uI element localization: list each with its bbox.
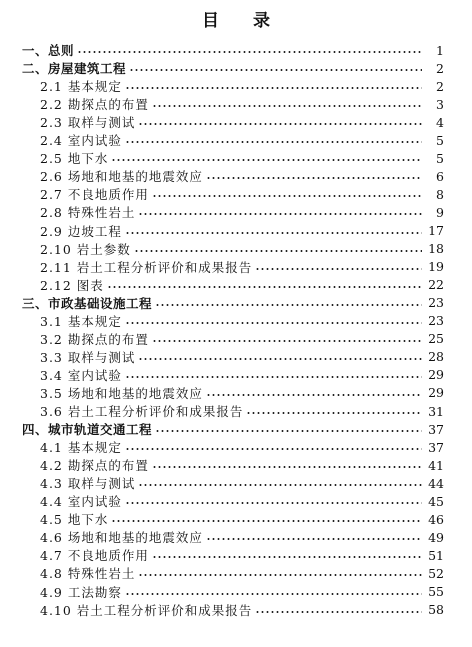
toc-entry-title: 4.7 不良地质作用 [40, 548, 149, 564]
dot-leader [125, 318, 422, 328]
dot-leader [155, 426, 422, 436]
toc-entry-title: 4.5 地下水 [40, 512, 109, 528]
dot-leader [134, 246, 422, 256]
toc-page-number: 22 [428, 277, 444, 293]
toc-entry-title: 2.9 边坡工程 [40, 223, 122, 239]
dot-leader [107, 282, 422, 292]
toc-section-row[interactable] [40, 492, 444, 510]
dot-leader [152, 191, 422, 201]
toc-page-number: 45 [428, 493, 444, 509]
toc-page-number: 31 [428, 403, 444, 419]
dot-leader [255, 607, 422, 617]
dot-leader [152, 336, 422, 346]
toc-section-row[interactable] [40, 149, 444, 167]
dot-leader [138, 570, 422, 580]
toc-section-row[interactable] [40, 564, 444, 582]
toc-section-row[interactable] [40, 312, 444, 330]
toc-section-row[interactable] [40, 258, 444, 276]
toc-section-row[interactable] [40, 438, 444, 456]
toc-page-number: 37 [428, 421, 444, 437]
toc-section-row[interactable] [40, 510, 444, 528]
toc-section-row[interactable] [40, 528, 444, 546]
toc-page-number: 8 [436, 186, 444, 202]
toc-chapter-row[interactable] [22, 294, 444, 312]
toc-entry-title: 2.3 取样与测试 [40, 115, 136, 131]
toc-page-number: 44 [428, 475, 444, 491]
toc-page-number: 29 [428, 385, 444, 401]
toc-page-number: 51 [428, 547, 444, 563]
dot-leader [125, 498, 422, 508]
toc-page-number: 28 [428, 349, 444, 365]
dot-leader [125, 372, 422, 382]
toc-page-number: 23 [428, 295, 444, 311]
toc-section-row[interactable] [40, 384, 444, 402]
toc-chapter-row[interactable] [22, 59, 444, 77]
toc-section-row[interactable] [40, 222, 444, 240]
toc-section-row[interactable] [40, 203, 444, 221]
dot-leader [111, 516, 422, 526]
toc-entry-title: 4.6 场地和地基的地震效应 [40, 530, 203, 546]
toc-entry-title: 一、总则 [22, 43, 75, 58]
dot-leader [138, 209, 422, 219]
toc-page-number: 52 [428, 565, 444, 581]
toc-entry-title: 2.12 图表 [40, 277, 104, 293]
toc-section-row[interactable] [40, 131, 444, 149]
toc-section-row[interactable] [40, 77, 444, 95]
dot-leader [152, 552, 422, 562]
dot-leader [125, 137, 422, 147]
toc-section-row[interactable] [40, 402, 444, 420]
toc-page-number: 19 [428, 259, 444, 275]
toc-page-number: 41 [428, 457, 444, 473]
toc-entry-title: 四、城市轨道交通工程 [22, 422, 153, 438]
page-title: 目 录 [202, 11, 284, 31]
toc-page-number: 1 [436, 42, 444, 58]
dot-leader [206, 534, 422, 544]
dot-leader [77, 47, 422, 57]
toc-section-row[interactable] [40, 366, 444, 384]
toc-entry-title: 3.5 场地和地基的地震效应 [40, 385, 203, 401]
dot-leader [155, 300, 422, 310]
toc-page-number: 6 [436, 168, 444, 184]
toc-page-number: 23 [428, 313, 444, 329]
toc-page-number: 2 [436, 78, 444, 94]
toc-entry-title: 4.4 室内试验 [40, 494, 122, 510]
toc-page-number: 46 [428, 511, 444, 527]
toc-entry-title: 2.2 勘探点的布置 [40, 97, 149, 113]
toc-entry-title: 2.11 岩土工程分析评价和成果报告 [40, 259, 253, 275]
toc-page-number: 29 [428, 367, 444, 383]
toc-entry-title: 3.4 室内试验 [40, 367, 122, 383]
toc-entry-title: 三、市政基础设施工程 [22, 295, 153, 311]
toc-entry-title: 4.9 工法勘察 [40, 584, 122, 600]
toc-entry-title: 4.8 特殊性岩土 [40, 566, 136, 582]
dot-leader [129, 65, 422, 75]
toc-page-number: 4 [436, 114, 444, 130]
toc-section-row[interactable] [40, 240, 444, 258]
toc-entry-title: 4.3 取样与测试 [40, 476, 136, 492]
toc-entry-title: 2.7 不良地质作用 [40, 187, 149, 203]
toc-entry-title: 4.1 基本规定 [40, 440, 122, 456]
dot-leader [152, 462, 422, 472]
toc-section-row[interactable] [40, 601, 444, 619]
toc-section-row[interactable] [40, 185, 444, 203]
toc-page-number: 5 [436, 150, 444, 166]
dot-leader [138, 354, 422, 364]
dot-leader [255, 264, 422, 274]
toc-page-number: 49 [428, 529, 444, 545]
toc-page-number: 5 [436, 132, 444, 148]
toc-section-row[interactable] [40, 583, 444, 601]
toc-section-row[interactable] [40, 546, 444, 564]
toc-page-number: 55 [428, 584, 444, 599]
toc-page-number: 17 [428, 223, 444, 238]
toc-chapter-row[interactable] [22, 41, 444, 59]
toc-entry-title: 2.4 室内试验 [40, 133, 122, 149]
toc-entry-title: 4.10 岩土工程分析评价和成果报告 [40, 602, 253, 618]
toc-section-row[interactable] [40, 330, 444, 348]
toc-entry-title: 2.6 场地和地基的地震效应 [40, 169, 203, 185]
dot-leader [125, 589, 422, 599]
toc-chapter-row[interactable] [22, 420, 444, 438]
toc-page-number: 2 [436, 60, 444, 76]
toc-section-row[interactable] [40, 95, 444, 113]
toc-entry-title: 二、房屋建筑工程 [22, 61, 127, 77]
toc-section-row[interactable] [40, 276, 444, 294]
toc-section-row[interactable] [40, 474, 444, 492]
toc-entry-title: 3.6 岩土工程分析评价和成果报告 [40, 404, 244, 419]
toc-entry-title: 2.1 基本规定 [40, 79, 122, 95]
dot-leader [125, 444, 422, 454]
dot-leader [125, 83, 422, 93]
toc-section-row[interactable] [40, 167, 444, 185]
toc-entry-title: 2.5 地下水 [40, 151, 109, 167]
toc-entry-title: 3.3 取样与测试 [40, 349, 136, 365]
toc-section-row[interactable] [40, 348, 444, 366]
dot-leader [152, 101, 422, 111]
toc-entry-title: 3.2 勘探点的布置 [40, 331, 149, 347]
toc-section-row[interactable] [40, 113, 444, 131]
toc-entry-title: 2.10 岩土参数 [40, 241, 131, 257]
toc-page-number: 3 [436, 96, 444, 112]
toc-entry-title: 3.1 基本规定 [40, 313, 122, 329]
toc-page-number: 18 [428, 241, 444, 257]
dot-leader [206, 390, 422, 400]
dot-leader [111, 155, 422, 165]
toc-page-number: 37 [428, 439, 444, 455]
dot-leader [138, 480, 422, 490]
dot-leader [125, 228, 422, 238]
toc-entry-title: 4.2 勘探点的布置 [40, 458, 149, 474]
dot-leader [246, 408, 422, 418]
toc-page-number: 58 [428, 602, 444, 618]
toc-section-row[interactable] [40, 456, 444, 474]
dot-leader [206, 173, 422, 183]
dot-leader [138, 119, 422, 129]
toc-entry-title: 2.8 特殊性岩土 [40, 205, 136, 221]
toc-page-number: 25 [428, 331, 444, 347]
toc-page-number: 9 [436, 204, 444, 220]
